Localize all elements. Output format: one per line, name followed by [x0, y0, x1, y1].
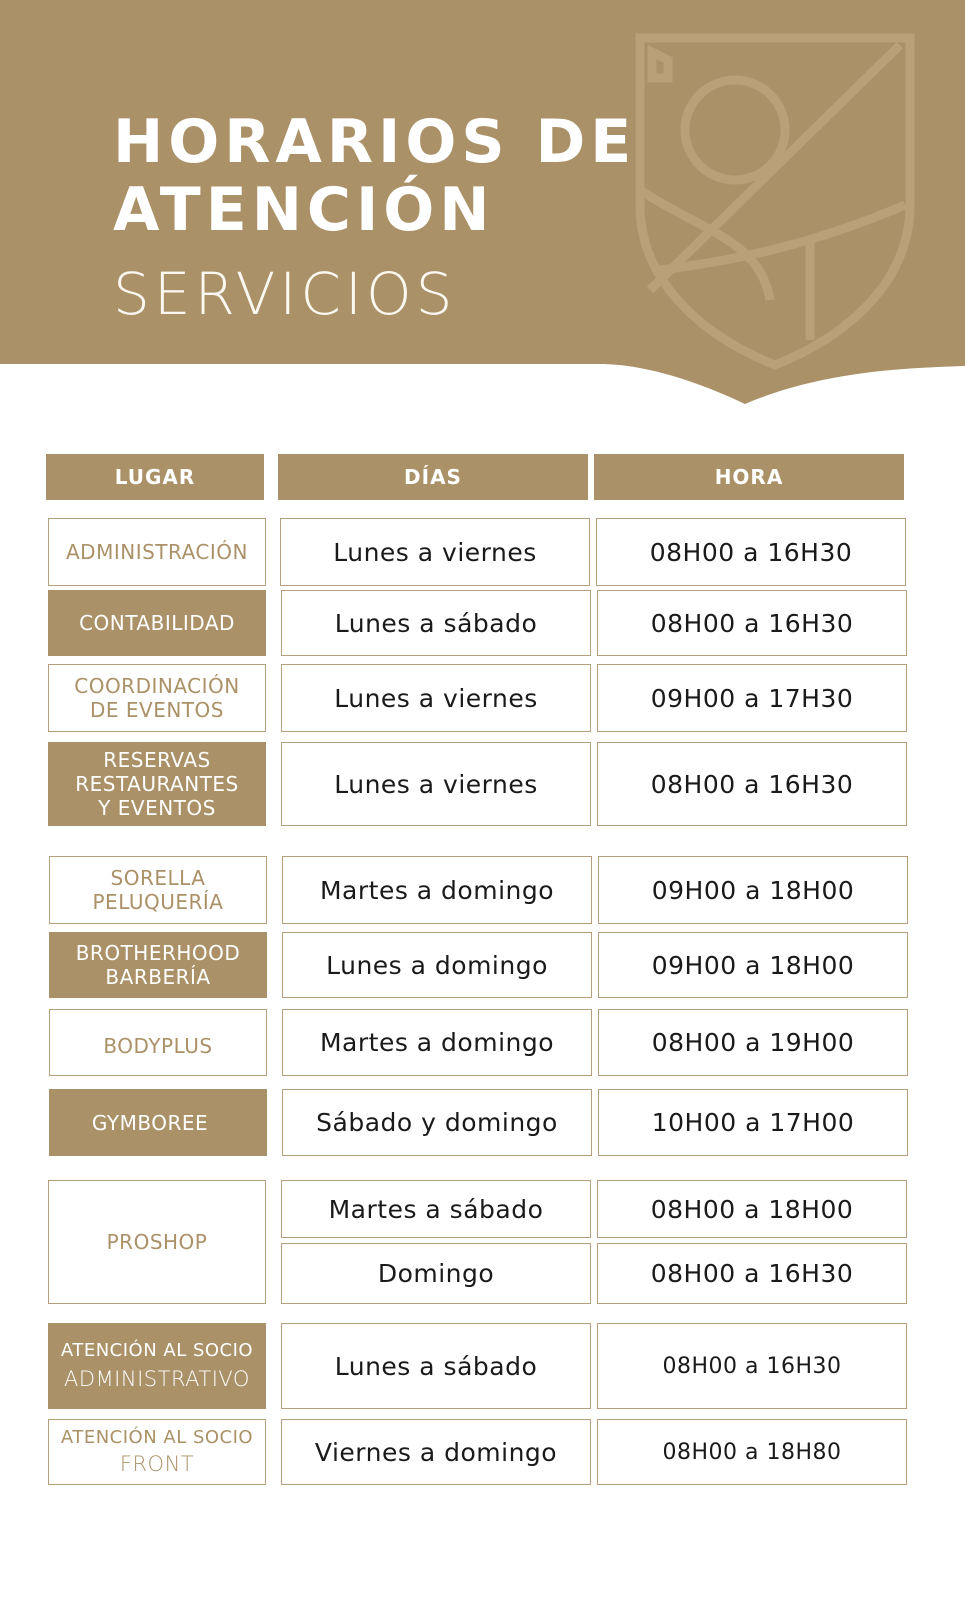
days-cell: Domingo: [281, 1243, 591, 1304]
hours-cell: 08H00 a 16H30: [597, 1323, 907, 1409]
place-label-line1: SORELLA: [110, 866, 206, 890]
header-banner: [0, 0, 965, 400]
place-label: GYMBOREE: [91, 1110, 209, 1135]
place-cell: [48, 518, 266, 586]
place-cell: [49, 1009, 267, 1076]
place-cell: [48, 1323, 266, 1409]
place-label-line2: PELUQUERÍA: [92, 890, 224, 914]
days-cell: Viernes a domingo: [281, 1419, 591, 1485]
place-label-line2: FRONT: [119, 1452, 195, 1476]
hours-cell: 08H00 a 16H30: [597, 1243, 907, 1304]
place-label: CONTABILIDAD: [79, 611, 235, 635]
hours-cell: 08H00 a 18H00: [597, 1180, 907, 1238]
column-header-place: LUGAR: [46, 454, 264, 500]
place-label-line3: Y EVENTOS: [98, 796, 216, 820]
days-cell: Lunes a sábado: [281, 590, 591, 656]
place-label-line1: ATENCIÓN AL SOCIO: [60, 1340, 254, 1361]
hours-cell: 09H00 a 17H30: [597, 664, 907, 732]
hours-cell: 10H00 a 17H00: [598, 1089, 908, 1156]
place-cell: [48, 664, 266, 732]
place-label-line2: RESTAURANTES: [75, 772, 239, 796]
place-label: ADMINISTRACIÓN: [66, 540, 248, 564]
place-label-line1: BROTHERHOOD: [75, 941, 241, 965]
page-title-line1: HORARIOS DE: [113, 107, 637, 177]
days-cell: Martes a domingo: [282, 856, 592, 924]
place-label-line1: ATENCIÓN AL SOCIO: [60, 1427, 254, 1448]
days-cell: Martes a sábado: [281, 1180, 591, 1238]
hours-cell: 08H00 a 19H00: [598, 1009, 908, 1076]
hours-cell: 08H00 a 16H30: [597, 742, 907, 826]
days-cell: Martes a domingo: [282, 1009, 592, 1076]
column-header-days: DÍAS: [278, 454, 588, 500]
hours-cell: 08H00 a 18H80: [597, 1419, 907, 1485]
days-cell: Lunes a viernes: [281, 664, 591, 732]
page-subtitle: SERVICIOS: [113, 260, 457, 328]
place-cell: [48, 1419, 266, 1485]
place-cell: [49, 932, 267, 998]
place-label-line1: RESERVAS: [103, 748, 211, 772]
place-label-line1: COORDINACIÓN: [74, 674, 240, 698]
place-label: PROSHOP: [106, 1230, 208, 1254]
days-cell: Lunes a viernes: [280, 518, 590, 586]
days-cell: Lunes a domingo: [282, 932, 592, 998]
days-cell: Lunes a sábado: [281, 1323, 591, 1409]
place-label-line2: ADMINISTRATIVO: [64, 1367, 250, 1391]
hours-cell: 09H00 a 18H00: [598, 932, 908, 998]
days-cell: Sábado y domingo: [282, 1089, 592, 1156]
hours-cell: 08H00 a 16H30: [597, 590, 907, 656]
place-cell: [48, 742, 266, 826]
place-label-line2: DE EVENTOS: [90, 698, 224, 722]
place-cell: [49, 856, 267, 924]
column-header-hours: HORA: [594, 454, 904, 500]
days-cell: Lunes a viernes: [281, 742, 591, 826]
place-cell: [48, 1180, 266, 1304]
page-title-line2: ATENCIÓN: [113, 175, 495, 245]
place-label-line2: BARBERÍA: [105, 965, 211, 989]
place-cell: [49, 1089, 267, 1156]
hours-cell: 08H00 a 16H30: [596, 518, 906, 586]
place-label: BODYPLUS: [103, 1033, 213, 1058]
place-cell: [48, 590, 266, 656]
hours-cell: 09H00 a 18H00: [598, 856, 908, 924]
